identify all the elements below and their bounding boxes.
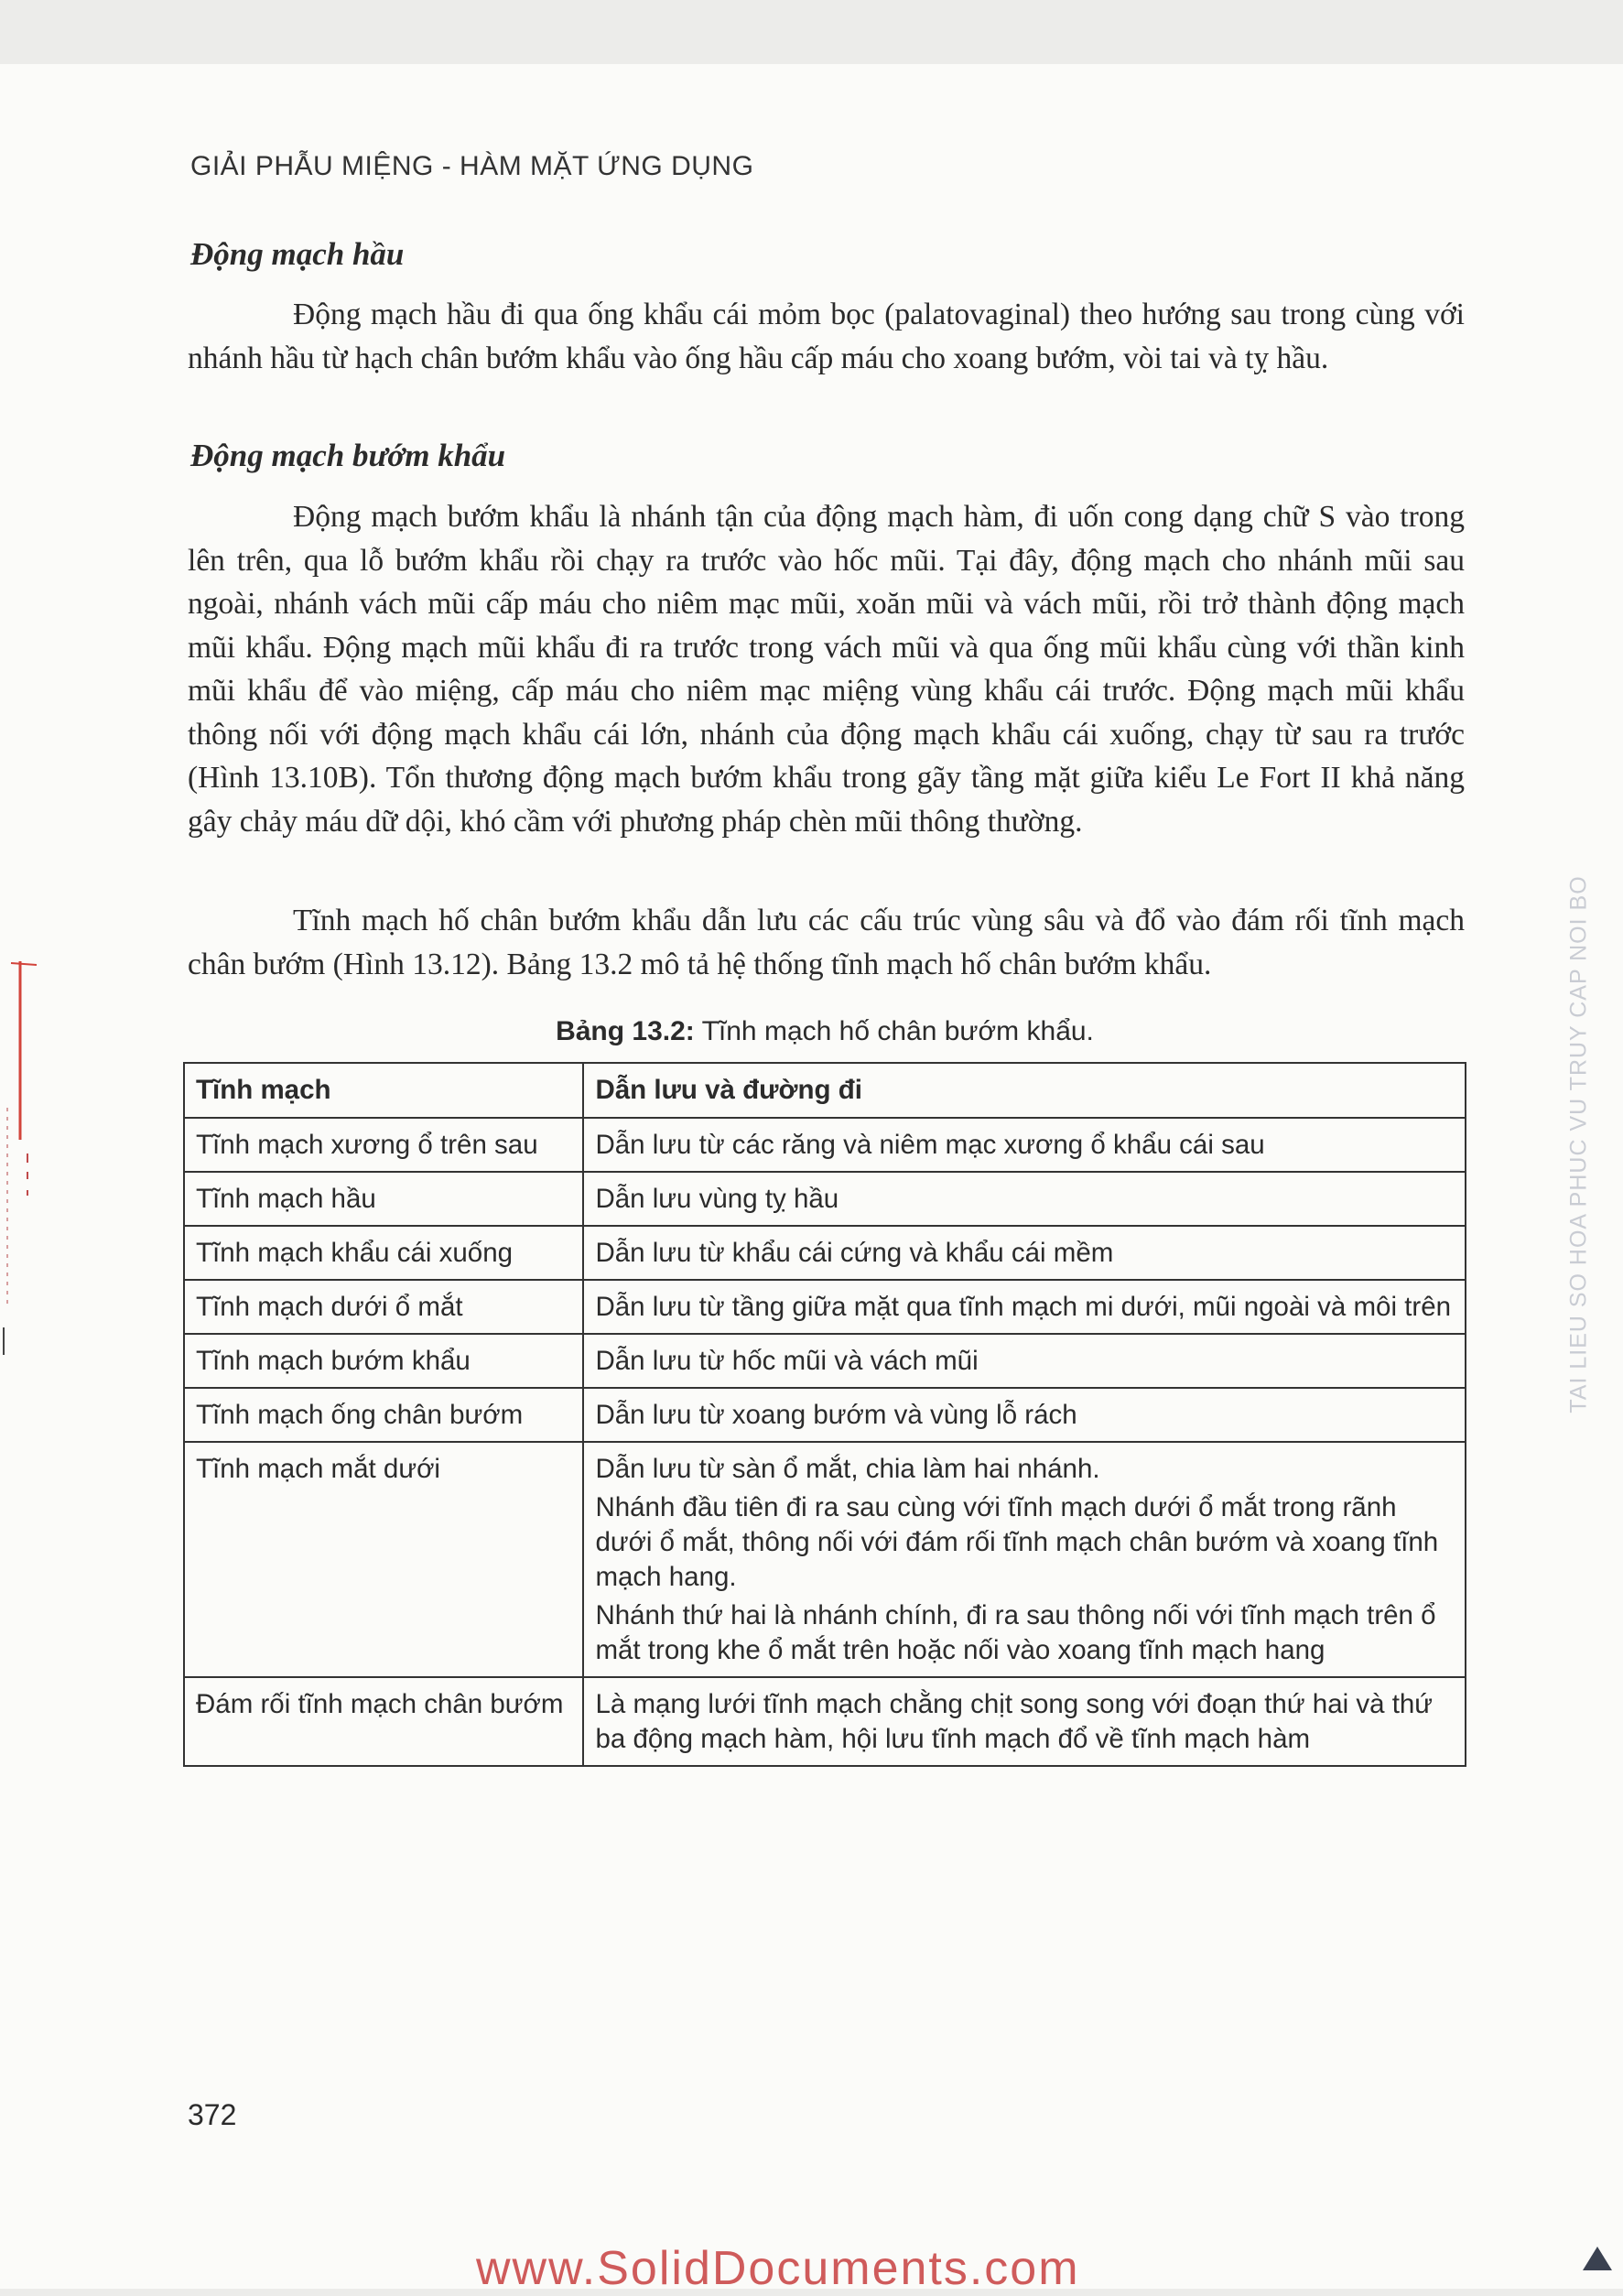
drainage-text: Nhánh thứ hai là nhánh chính, đi ra sau thông nối với tĩnh mạch trên ổ mắt trong khe ổ mắt trên hoặc nối vào xoang tĩnh mạch hang [595,1600,1436,1665]
paragraph-pterygopalatine-veins-intro: Tĩnh mạch hố chân bướm khẩu dẫn lưu các cấu trúc vùng sâu và đổ vào đám rối tĩnh mạch chân bướm (Hình 13.12). Bảng 13.2 mô tả hệ thống tĩnh mạch hố chân bướm khẩu. [188,904,1465,981]
drainage-text: Dẫn lưu vùng tỵ hầu [595,1184,839,1214]
vein-name-cell: Tĩnh mạch khẩu cái xuống [184,1226,583,1280]
vein-name-cell: Tĩnh mạch mắt dưới [184,1442,583,1677]
section-heading-pharyngeal-artery: Động mạch hầu [190,236,405,272]
table-row [184,1172,1466,1226]
drainage-cell [583,1388,1466,1442]
column-header-vein: Tĩnh mạch [184,1063,583,1118]
drainage-text: Dẫn lưu từ sàn ổ mắt, chia làm hai nhánh. [595,1454,1100,1484]
veins-table [183,1062,1466,1767]
table-row [184,1442,1466,1677]
drainage-text: Nhánh đầu tiên đi ra sau cùng với tĩnh mạch dưới ổ mắt trong rãnh dưới ổ mắt, thông nối với đám rối tĩnh mạch chân bướm và xoang tĩnh mạch hang. [595,1492,1439,1592]
drainage-cell [583,1334,1466,1388]
vein-name-cell: Tĩnh mạch dưới ổ mắt [184,1280,583,1334]
page-number: 372 [188,2098,237,2131]
table-row [184,1677,1466,1766]
drainage-text: Dẫn lưu từ các răng và niêm mạc xương ổ khẩu cái sau [595,1130,1265,1160]
drainage-cell [583,1226,1466,1280]
drainage-cell [583,1280,1466,1334]
table-caption-text: Tĩnh mạch hố chân bướm khẩu. [694,1016,1094,1046]
drainage-cell [583,1172,1466,1226]
table-header-row [184,1063,1466,1118]
vein-name-cell: Tĩnh mạch bướm khẩu [184,1334,583,1388]
table-row [184,1388,1466,1442]
drainage-text: Là mạng lưới tĩnh mạch chằng chịt song song với đoạn thứ hai và thứ ba động mạch hàm, hội lưu tĩnh mạch đổ về tĩnh mạch hàm [595,1689,1434,1754]
table-row [184,1280,1466,1334]
vein-name-cell: Tĩnh mạch ống chân bướm [184,1388,583,1442]
bottom-watermark: www.SolidDocuments.com [476,2242,1080,2295]
table-row [184,1334,1466,1388]
margin-binding-marks [0,925,55,1382]
vein-name-cell: Tĩnh mạch xương ổ trên sau [184,1118,583,1172]
drainage-text: Dẫn lưu từ hốc mũi và vách mũi [595,1346,979,1376]
column-header-drainage: Dẫn lưu và đường đi [583,1063,1466,1118]
section-heading-sphenopalatine-artery: Động mạch bướm khẩu [190,438,506,473]
table-caption [183,1016,1466,1047]
vein-name-cell: Tĩnh mạch hầu [184,1172,583,1226]
paragraph-sphenopalatine-artery: Động mạch bướm khẩu là nhánh tận của động mạch hàm, đi uốn cong dạng chữ S vào trong lên trên, qua lỗ bướm khẩu rồi chạy ra trước vào hốc mũi. Tại đây, động mạch cho nhánh mũi sau ngoài, nhánh vách mũi cấp máu cho niêm mạc mũi, xoăn mũi và vách mũi, rồi trở thành động mạch mũi khẩu. Động mạch mũi khẩu đi ra trước trong vách mũi và qua ống mũi khẩu cùng với thần kinh mũi khẩu để vào miệng, cấp máu cho niêm mạc miệng vùng khẩu cái trước. Động mạch mũi khẩu thông nối với động mạch khẩu cái lớn, nhánh của động mạch khẩu cái xuống, chạy từ sau ra trước (Hình 13.10B). Tổn thương động mạch bướm khẩu trong gãy tầng mặt giữa kiểu Le Fort II khả năng gây chảy máu dữ dội, khó cầm với phương pháp chèn mũi thông thường. [188,500,1465,839]
drainage-cell [583,1442,1466,1677]
drainage-text: Dẫn lưu từ xoang bướm và vùng lỗ rách [595,1400,1077,1430]
drainage-text: Dẫn lưu từ khẩu cái cứng và khẩu cái mềm [595,1238,1114,1268]
table-row [184,1118,1466,1172]
drainage-text: Dẫn lưu từ tầng giữa mặt qua tĩnh mạch mi dưới, mũi ngoài và môi trên [595,1292,1452,1322]
running-header: GIẢI PHẪU MIỆNG - HÀM MẶT ỨNG DỤNG [190,151,754,181]
table-caption-label: Bảng 13.2: [556,1016,695,1046]
side-watermark: TAI LIEU SO HOA PHUC VU TRUY CAP NOI BO [1565,875,1592,1413]
corner-triangle-icon [1583,2247,1612,2270]
table-row [184,1226,1466,1280]
drainage-cell [583,1677,1466,1766]
drainage-cell [583,1118,1466,1172]
paragraph-pharyngeal-artery: Động mạch hầu đi qua ống khẩu cái mỏm bọc (palatovaginal) theo hướng sau trong cùng với nhánh hầu từ hạch chân bướm khẩu vào ống hầu cấp máu cho xoang bướm, vòi tai và tỵ hầu. [188,298,1465,375]
vein-name-cell: Đám rối tĩnh mạch chân bướm [184,1677,583,1766]
